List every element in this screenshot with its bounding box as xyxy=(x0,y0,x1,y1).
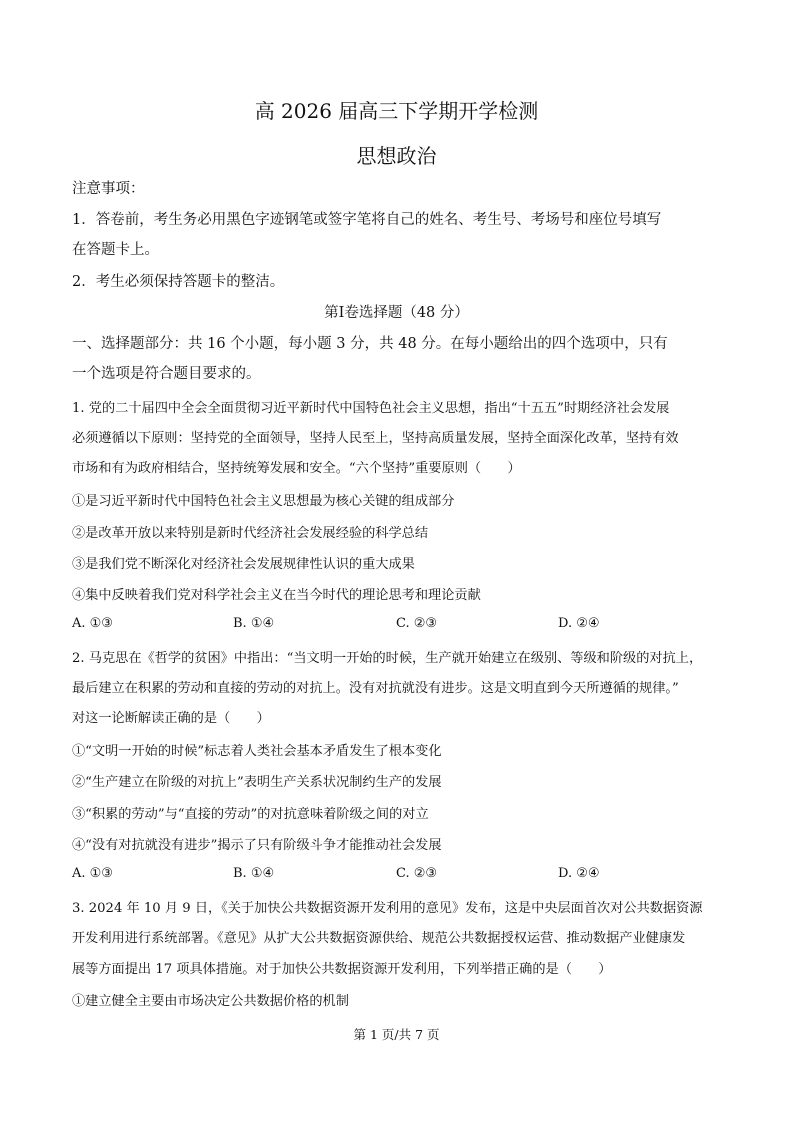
notice-item-1-line-1: 1．答卷前，考生务必用黑色字迹钢笔或签字笔将自己的姓名、考生号、考场号和座位号填写 xyxy=(72,212,662,228)
q3-stem-line-1: 3. 2024 年 10 月 9 日，《关于加快公共数据资源开发利用的意见》发布，这是中央层面首次对公共数据资源 xyxy=(72,901,703,916)
subject-title: 思想政治 xyxy=(356,144,437,168)
page-number: 第 1 页/共 7 页 xyxy=(353,1027,440,1042)
q2-option-c: C. ②③ xyxy=(396,866,438,881)
q3-item-1: ①建立健全主要由市场决定公共数据价格的机制 xyxy=(72,994,349,1009)
q2-stem-line-1: 2. 马克思在《哲学的贫困》中指出：“当文明一开始的时候，生产就开始建立在级别、等级和阶级的对抗上， xyxy=(72,651,703,666)
notice-item-1-line-2: 在答题卡上。 xyxy=(72,242,159,258)
q2-stem-line-3: 对这一论断解读正确的是（ ） xyxy=(72,711,270,726)
q1-item-3: ③是我们党不断深化对经济社会发展规律性认识的重大成果 xyxy=(72,557,415,572)
q2-item-2: ②“生产建立在阶级的对抗上”表明生产关系状况制约生产的发展 xyxy=(72,775,442,790)
section-intro-line-1: 一、选择题部分：共 16 个小题，每小题 3 分，共 48 分。在每小题给出的四个选项中，只有 xyxy=(72,336,668,352)
q1-stem-line-2: 必须遵循以下原则：坚持党的全面领导，坚持人民至上，坚持高质量发展，坚持全面深化改革，坚持有效 xyxy=(72,431,679,446)
section-intro-line-2: 一个选项是符合题目要求的。 xyxy=(72,366,261,382)
q1-item-2: ②是改革开放以来特别是新时代经济社会发展经验的科学总结 xyxy=(72,526,429,541)
notice-item-2: 2．考生必须保持答题卡的整洁。 xyxy=(72,274,285,290)
q1-option-d: D. ②④ xyxy=(558,616,600,631)
q2-item-4: ④“没有对抗就没有进步”揭示了只有阶级斗争才能推动社会发展 xyxy=(72,838,442,853)
q1-stem-line-1: 1. 党的二十届四中全会全面贯彻习近平新时代中国特色社会主义思想，指出“十五五”时期经济社会发展 xyxy=(72,401,670,416)
q2-option-b: B. ①④ xyxy=(233,866,275,881)
q3-stem-line-3: 展等方面提出 17 项具体措施。对于加快公共数据资源开发利用，下列举措正确的是（ ） xyxy=(72,962,612,977)
q2-option-a: A. ①③ xyxy=(72,866,113,881)
q1-stem-line-3: 市场和有为政府相结合，坚持统筹发展和安全。“六个坚持”重要原则（ ） xyxy=(72,461,521,476)
q2-item-3: ③“积累的劳动”与“直接的劳动”的对抗意味着阶级之间的对立 xyxy=(72,807,429,822)
q2-item-1: ①“文明一开始的时候”标志着人类社会基本矛盾发生了根本变化 xyxy=(72,744,442,759)
q1-item-1: ①是习近平新时代中国特色社会主义思想最为核心关键的组成部分 xyxy=(72,494,455,509)
q1-option-a: A. ①③ xyxy=(72,616,113,631)
exam-title: 高 2026 届高三下学期开学检测 xyxy=(254,99,539,123)
notice-heading: 注意事项： xyxy=(72,181,145,197)
q1-option-c: C. ②③ xyxy=(396,616,438,631)
q1-option-b: B. ①④ xyxy=(233,616,275,631)
section-title: 第Ⅰ卷选择题（48 分） xyxy=(324,305,469,321)
q2-stem-line-2: 最后建立在积累的劳动和直接的劳动的对抗上。没有对抗就没有进步。这是文明直到今天所遵循的规律。” xyxy=(72,681,679,696)
q1-item-4: ④集中反映着我们党对科学社会主义在当今时代的理论思考和理论贡献 xyxy=(72,588,481,603)
q2-option-d: D. ②④ xyxy=(558,866,600,881)
q3-stem-line-2: 开发利用进行系统部署。《意见》从扩大公共数据资源供给、规范公共数据授权运营、推动数据产业健康发 xyxy=(72,931,686,946)
